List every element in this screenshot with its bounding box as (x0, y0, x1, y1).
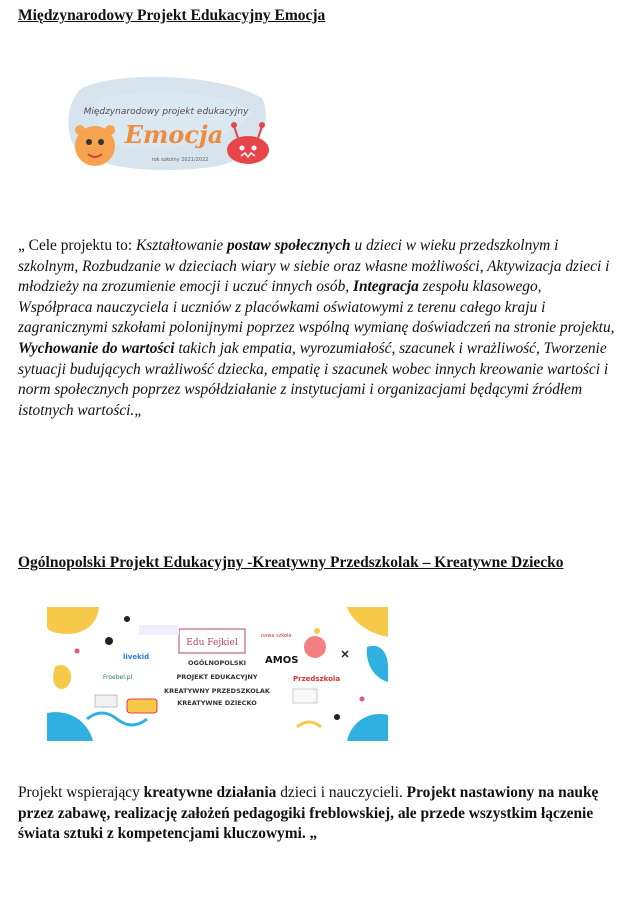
banner-line-3: KREATYWNE DZIECKO (177, 699, 257, 707)
sponsor-froebel: Froebel.pl (103, 674, 133, 681)
sponsor-amos: AMOS (265, 655, 299, 666)
emocja-project-banner (62, 68, 276, 176)
kreatywny-project-banner (47, 607, 388, 741)
edu-fejkiel-logo: Edu Fejkiel (186, 638, 238, 648)
orange-monster-icon (75, 125, 115, 166)
sponsor-circle-icon (304, 636, 326, 658)
banner-logo-word: Emocja (124, 120, 224, 149)
banner-line-2: KREATYWNY PRZEDSZKOLAK (164, 687, 270, 695)
sponsor-small-logo-icon (95, 695, 117, 707)
sponsor-colorful-logo-icon (127, 699, 157, 713)
emocja-description: „ Cele projektu to: Kształtowanie postaw społecznych u dzieci w wieku przedszkolnym i szkolnym, Rozbudzanie w dzieciach wiary w siebie oraz własne możliwości, Aktywizacja dzieci i młodzieży na zrozumienie emocji i uczuć innych osób, Integracja zespołu klasowego, Współpraca nauczyciela i uczniów z placówkami oświatowymi z terenu całego kraju i zagranicznymi szkołami polonijnymi poprzez wspólną wymianę doświadczeń na stronie projektu, Wychowanie do wartości takich jak empatia, wyrozumiałość, szacunek i wrażliwość, Tworzenie sytuacji budujących wrażliwość dziecka, empatię i szacunek wobec innych kreowanie wartości i norm społecznych poprzez współdziałanie z instytucjami i organizacjami będącymi źródłem istotnych wartości.„ (18, 237, 615, 419)
sponsor-przedszkola: Przedszkola (293, 675, 341, 683)
sponsor-livekid: livekid (123, 653, 150, 661)
banner-line-1: PROJEKT EDUKACYJNY (176, 673, 258, 681)
sponsor-logo-icon (139, 625, 179, 635)
kreatywny-description: Projekt wspierający kreatywne działania dzieci i nauczycieli. Projekt nastawiony na naukę przez zabawę, realizację założeń pedagogiki freblowskiej, ale przede wszystkim łączenie świata sztuki z kompetencjami kluczowymi. „ (18, 784, 599, 843)
sponsor-small-logo-icon-2 (293, 689, 317, 703)
section-title-emocja: Międzynarodowy Projekt Edukacyjny Emocja (18, 7, 326, 24)
banner-heading: Międzynarodowy projekt edukacyjny (83, 107, 249, 117)
banner-year: rok szkolny 2021/2022 (151, 157, 209, 163)
banner-line-0: OGÓLNOPOLSKI (187, 659, 247, 667)
sponsor-nowa-szkola: nowa szkoła (261, 633, 292, 639)
section-title-kreatywny: Ogólnopolski Projekt Edukacyjny -Kreatywny Przedszkolak – Kreatywne Dziecko (18, 554, 564, 571)
